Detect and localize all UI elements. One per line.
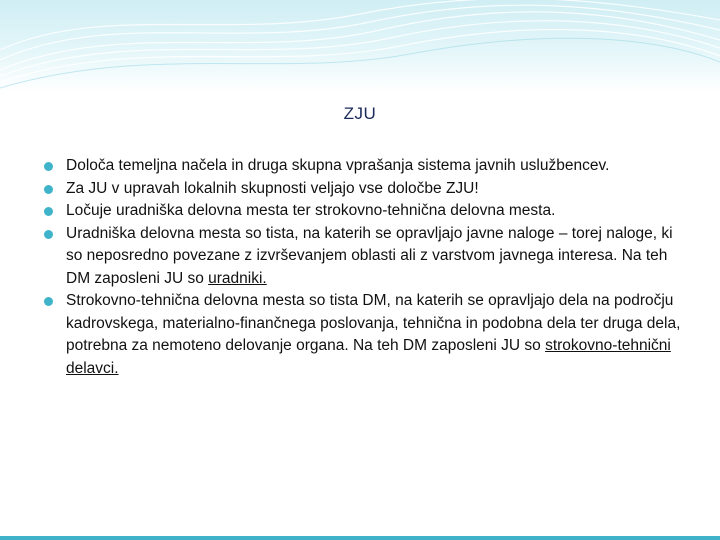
bullet-list — [42, 155, 682, 380]
bullet-icon — [44, 297, 53, 306]
bullet-icon — [44, 185, 53, 194]
bullet-text: Ločuje uradniška delovna mesta ter strokovno-tehnična delovna mesta. — [66, 202, 556, 219]
wave-decoration-icon — [0, 0, 720, 92]
bullet-text: Strokovno-tehnična delovna mesta so tista DM, na katerih se opravljajo dela na področju kadrovskega, materialno-finančnega poslovanja, tehnična in podobna dela ter druga dela, potrebna za nemoteno delovanje organa. Na teh DM zaposleni JU so — [66, 292, 681, 354]
bullet-text: Določa temeljna načela in druga skupna vprašanja sistema javnih uslužbencev. — [66, 157, 610, 174]
list-item — [42, 290, 682, 380]
bottom-accent-bar — [0, 536, 720, 540]
underlined-term: uradniki. — [208, 269, 267, 287]
header-decoration — [0, 0, 720, 92]
list-item — [42, 200, 682, 223]
list-item — [42, 178, 682, 201]
bullet-text: Uradniška delovna mesta so tista, na katerih se opravljajo javne naloge – torej naloge, ki so neposredno povezane z izvrševanjem oblasti ali z varstvom javnega interesa. Na teh DM zaposleni JU so — [66, 224, 673, 287]
bullet-icon — [44, 230, 53, 239]
list-item — [42, 155, 682, 178]
bullet-icon — [44, 207, 53, 216]
list-item — [42, 223, 682, 291]
slide-title: ZJU — [343, 104, 377, 123]
underlined-term: strokovno-tehnični delavci. — [66, 337, 671, 377]
bullet-icon — [44, 162, 53, 171]
bullet-text: Za JU v upravah lokalnih skupnosti veljajo vse določbe ZJU! — [66, 179, 479, 197]
